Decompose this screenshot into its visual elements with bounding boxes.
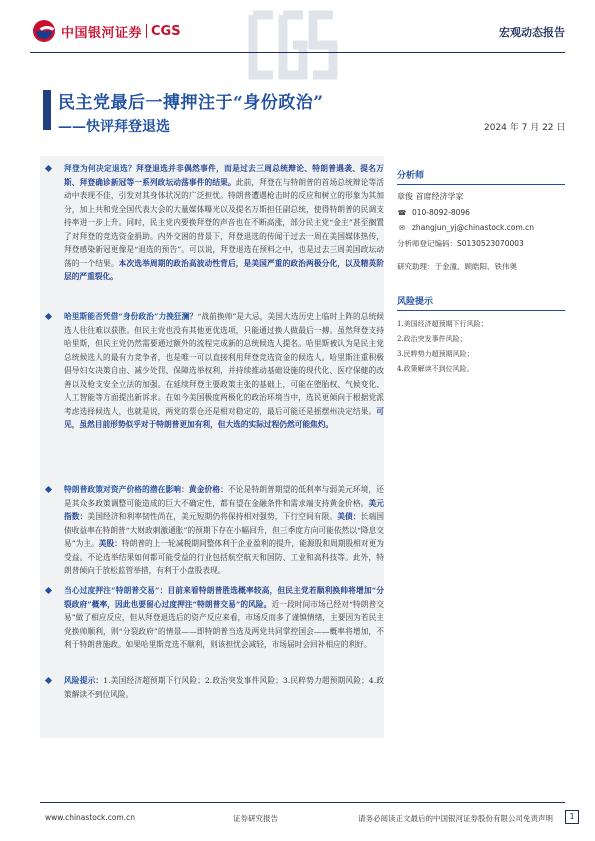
paragraph-conclusion: 本次选举周期的政治高波动性背后，是美国严重的政治两极分化，以及精英阶层的严重裂化。 bbox=[64, 258, 384, 281]
paragraph-risk bbox=[40, 674, 384, 701]
galaxy-logo-icon bbox=[33, 20, 55, 42]
bullet-icon bbox=[45, 165, 52, 172]
paragraph-text: 近一段时间市场已经对“特朗普交易”做了相应反应，但从拜登退选后的资产反应来看，市场反而多了谨慎情绪，主要因为若民主党换帅顺利，则“分裂政府”的情景——即特朗普当选及两党共同掌控国会——概率将增加，不利于特朗普施政。如果哈里斯竞选不顺利，则该担忧会减轻，市场届时会回补相应的利好。 bbox=[64, 599, 384, 649]
email-row bbox=[397, 223, 565, 232]
analyst-section bbox=[397, 168, 565, 272]
bullet-icon bbox=[45, 486, 52, 493]
gold-label: 黄金价格： bbox=[188, 485, 228, 494]
email-icon: ✉ bbox=[399, 223, 405, 232]
equity-text: 特朗普的上一轮减税期间整体利于企业盈利的提升，能源股和周期股相对更为受益。不论选举结果如何都可能受益的行业包括航空航天和国防、工业和高科技等。此外，特朗普倾向于放松监管举措，有利于小盘股表现。 bbox=[64, 539, 384, 575]
logo-text: 中国银河证券 bbox=[61, 25, 143, 41]
report-date: 2024 年 7 月 22 日 bbox=[484, 123, 566, 133]
bullet-icon bbox=[45, 313, 52, 320]
risk-item: 2.政治突发事件风险； bbox=[397, 335, 467, 343]
logo-divider bbox=[146, 24, 147, 38]
risk-item: 4.政策解读不到位风险。 bbox=[397, 365, 474, 373]
research-assistants: 研究助理：于金潼、顾皓阳、铁伟奥 bbox=[397, 262, 517, 271]
report-type-label: 宏观动态报告 bbox=[499, 26, 565, 39]
paragraph-text: 1.美国经济超预期下行风险；2.政治突发事件风险；3.民粹势力超预期风险；4.政策解读不到位风险。 bbox=[64, 676, 384, 699]
equity-label: 美股： bbox=[98, 539, 122, 548]
registration-code: 分析师登记编码：S0130523070003 bbox=[397, 239, 524, 248]
treasury-text: 长端国债收益率在特朗普“大财政刺激通胀”的预期下存在小幅回升，但三季度方向可能依然以“降息交易”为主。 bbox=[64, 512, 384, 548]
analyst-heading: 分析师 bbox=[397, 168, 565, 185]
paragraph-text: 此前，拜登在与特朗普的首场总统辩论等活动中表现不佳，引发对其身体状况的广泛担忧。特朗普遭遇枪击时的反应和树立的形象为其加分，加上共和党全国代表大会的大量媒体曝光以及提名万斯担任副总统，使得特朗普的民调支持率进一步上升。同时，民主党内要换拜登的声音也在不断高涨，部分民主党“金主”甚至搁置了对拜登的竞选资金捐助。内外交困的背景下，拜登退选的传闻于过去一周在美国媒体热传，拜登感染新冠更像是“退选的预告”。可以说，拜登退选在预料之中，也是过去三周美国政坛动荡的一个结果。 bbox=[64, 177, 384, 268]
phone-number: 010-8092-8096 bbox=[412, 208, 470, 217]
risk-section bbox=[397, 294, 565, 377]
usd-text: 美国经济和利率韧性尚在，美元短期仍将保持相对强势，下行空间有限。 bbox=[87, 512, 338, 521]
risk-list bbox=[397, 317, 565, 377]
phone-row bbox=[397, 208, 565, 217]
phone-icon: ☎ bbox=[397, 208, 407, 217]
company-logo bbox=[33, 20, 181, 42]
summary-panel bbox=[40, 156, 384, 738]
usd-label: 美元指数： bbox=[64, 498, 384, 521]
paragraph-harris bbox=[40, 310, 384, 432]
bullet-icon bbox=[45, 677, 52, 684]
footer-disclaimer: 请务必阅读正文最后的中国银河证券股份有限公司免责声明 bbox=[358, 814, 553, 823]
bullet-icon bbox=[45, 587, 52, 594]
footer-divider bbox=[40, 802, 565, 803]
logo-cgs: CGS bbox=[151, 23, 181, 39]
paragraph-key-point: 目前来看特朗普胜选概率较高，但民主党若顺利换帅将增加“分裂政府”概率，因此也要留心过度押注“特朗普交易”的风险。 bbox=[64, 586, 384, 609]
footer-report-label: 证券研究报告 bbox=[233, 814, 278, 823]
header-divider bbox=[30, 52, 565, 53]
risk-heading: 风险提示 bbox=[397, 294, 565, 311]
cgs-watermark-icon bbox=[245, 5, 345, 85]
report-title: 民主党最后一搏押注于“身份政治” bbox=[58, 93, 324, 113]
paragraph-conclusion: 可见，虽然目前形势似乎对于特朗普更加有利，但大选的实际过程仍然可能焦灼。 bbox=[64, 406, 384, 429]
paragraph-lead: 拜登为何决定退选？ bbox=[64, 164, 137, 173]
paragraph-trump-trade bbox=[40, 584, 384, 652]
paragraph-lead: 特朗普政策对资产价格的潜在影响： bbox=[64, 485, 189, 494]
email-address[interactable]: zhangjun_yj@chinastock.com.cn bbox=[412, 223, 535, 232]
paragraph-asset-prices bbox=[40, 483, 384, 578]
paragraph-text: “战前换帅”是大忌，美国大选历史上临时上阵的总统候选人往往难以获胜。但民主党也没有其他更优选项，只能通过换人做最后一搏。虽然拜登支持哈里斯，但民主党仍然需要通过额外的流程完成新的总统候选人提名。哈里斯被认为是民主党总统候选人的最有力竞争者，也是唯一可以直接利用拜登竞选资金的候选人。哈里斯注重积极倡导妇女决策自由、减少处罚、保障选举权利，并持续推动基础设施的现代化、医疗保健的改善以及枪支安全立法的加强。在延续拜登主要政策主张的基础上，可能在堕胎权、气候变化、人工智能等方面提出新诉求。在如今美国极度两极化的政治环境当中，选民更倾向于根据党派考虑选择候选人，也就是说，两党的票仓还是相对稳定的，最后可能还是摇摆州决定结果。 bbox=[64, 312, 384, 416]
page-number: 1 bbox=[565, 810, 579, 824]
paragraph-lead: 当心过度押注“特朗普交易”： bbox=[64, 586, 168, 595]
title-accent-bar bbox=[43, 90, 51, 130]
footer-website-link[interactable]: www.chinastock.com.cn bbox=[45, 813, 135, 822]
risk-item: 1.美国经济超预期下行风险； bbox=[397, 320, 488, 328]
analyst-name: 章俊 首席经济学家 bbox=[397, 192, 464, 201]
gold-text: 不论是特朗普期望的低利率与弱美元环境，还是其众多政策调整可能造成的巨大不确定性，都有望在金融条件和需求端支持黄金价格。 bbox=[64, 485, 384, 508]
paragraph-lead: 风险提示： bbox=[64, 676, 104, 685]
treasury-label: 美债： bbox=[337, 512, 361, 521]
risk-item: 3.民粹势力超预期风险； bbox=[397, 350, 474, 358]
paragraph-why-withdraw bbox=[40, 162, 384, 284]
paragraph-key-point: 拜登退选并非偶然事件，而是过去三周总统辩论、特朗普遇袭、提名万斯、拜登确诊新冠等一系列政坛动荡事件的结果。 bbox=[64, 164, 384, 187]
report-subtitle: ——快评拜登退选 bbox=[58, 119, 170, 135]
paragraph-lead: 哈里斯能否凭借“身份政治”力挽狂澜？ bbox=[64, 312, 198, 321]
